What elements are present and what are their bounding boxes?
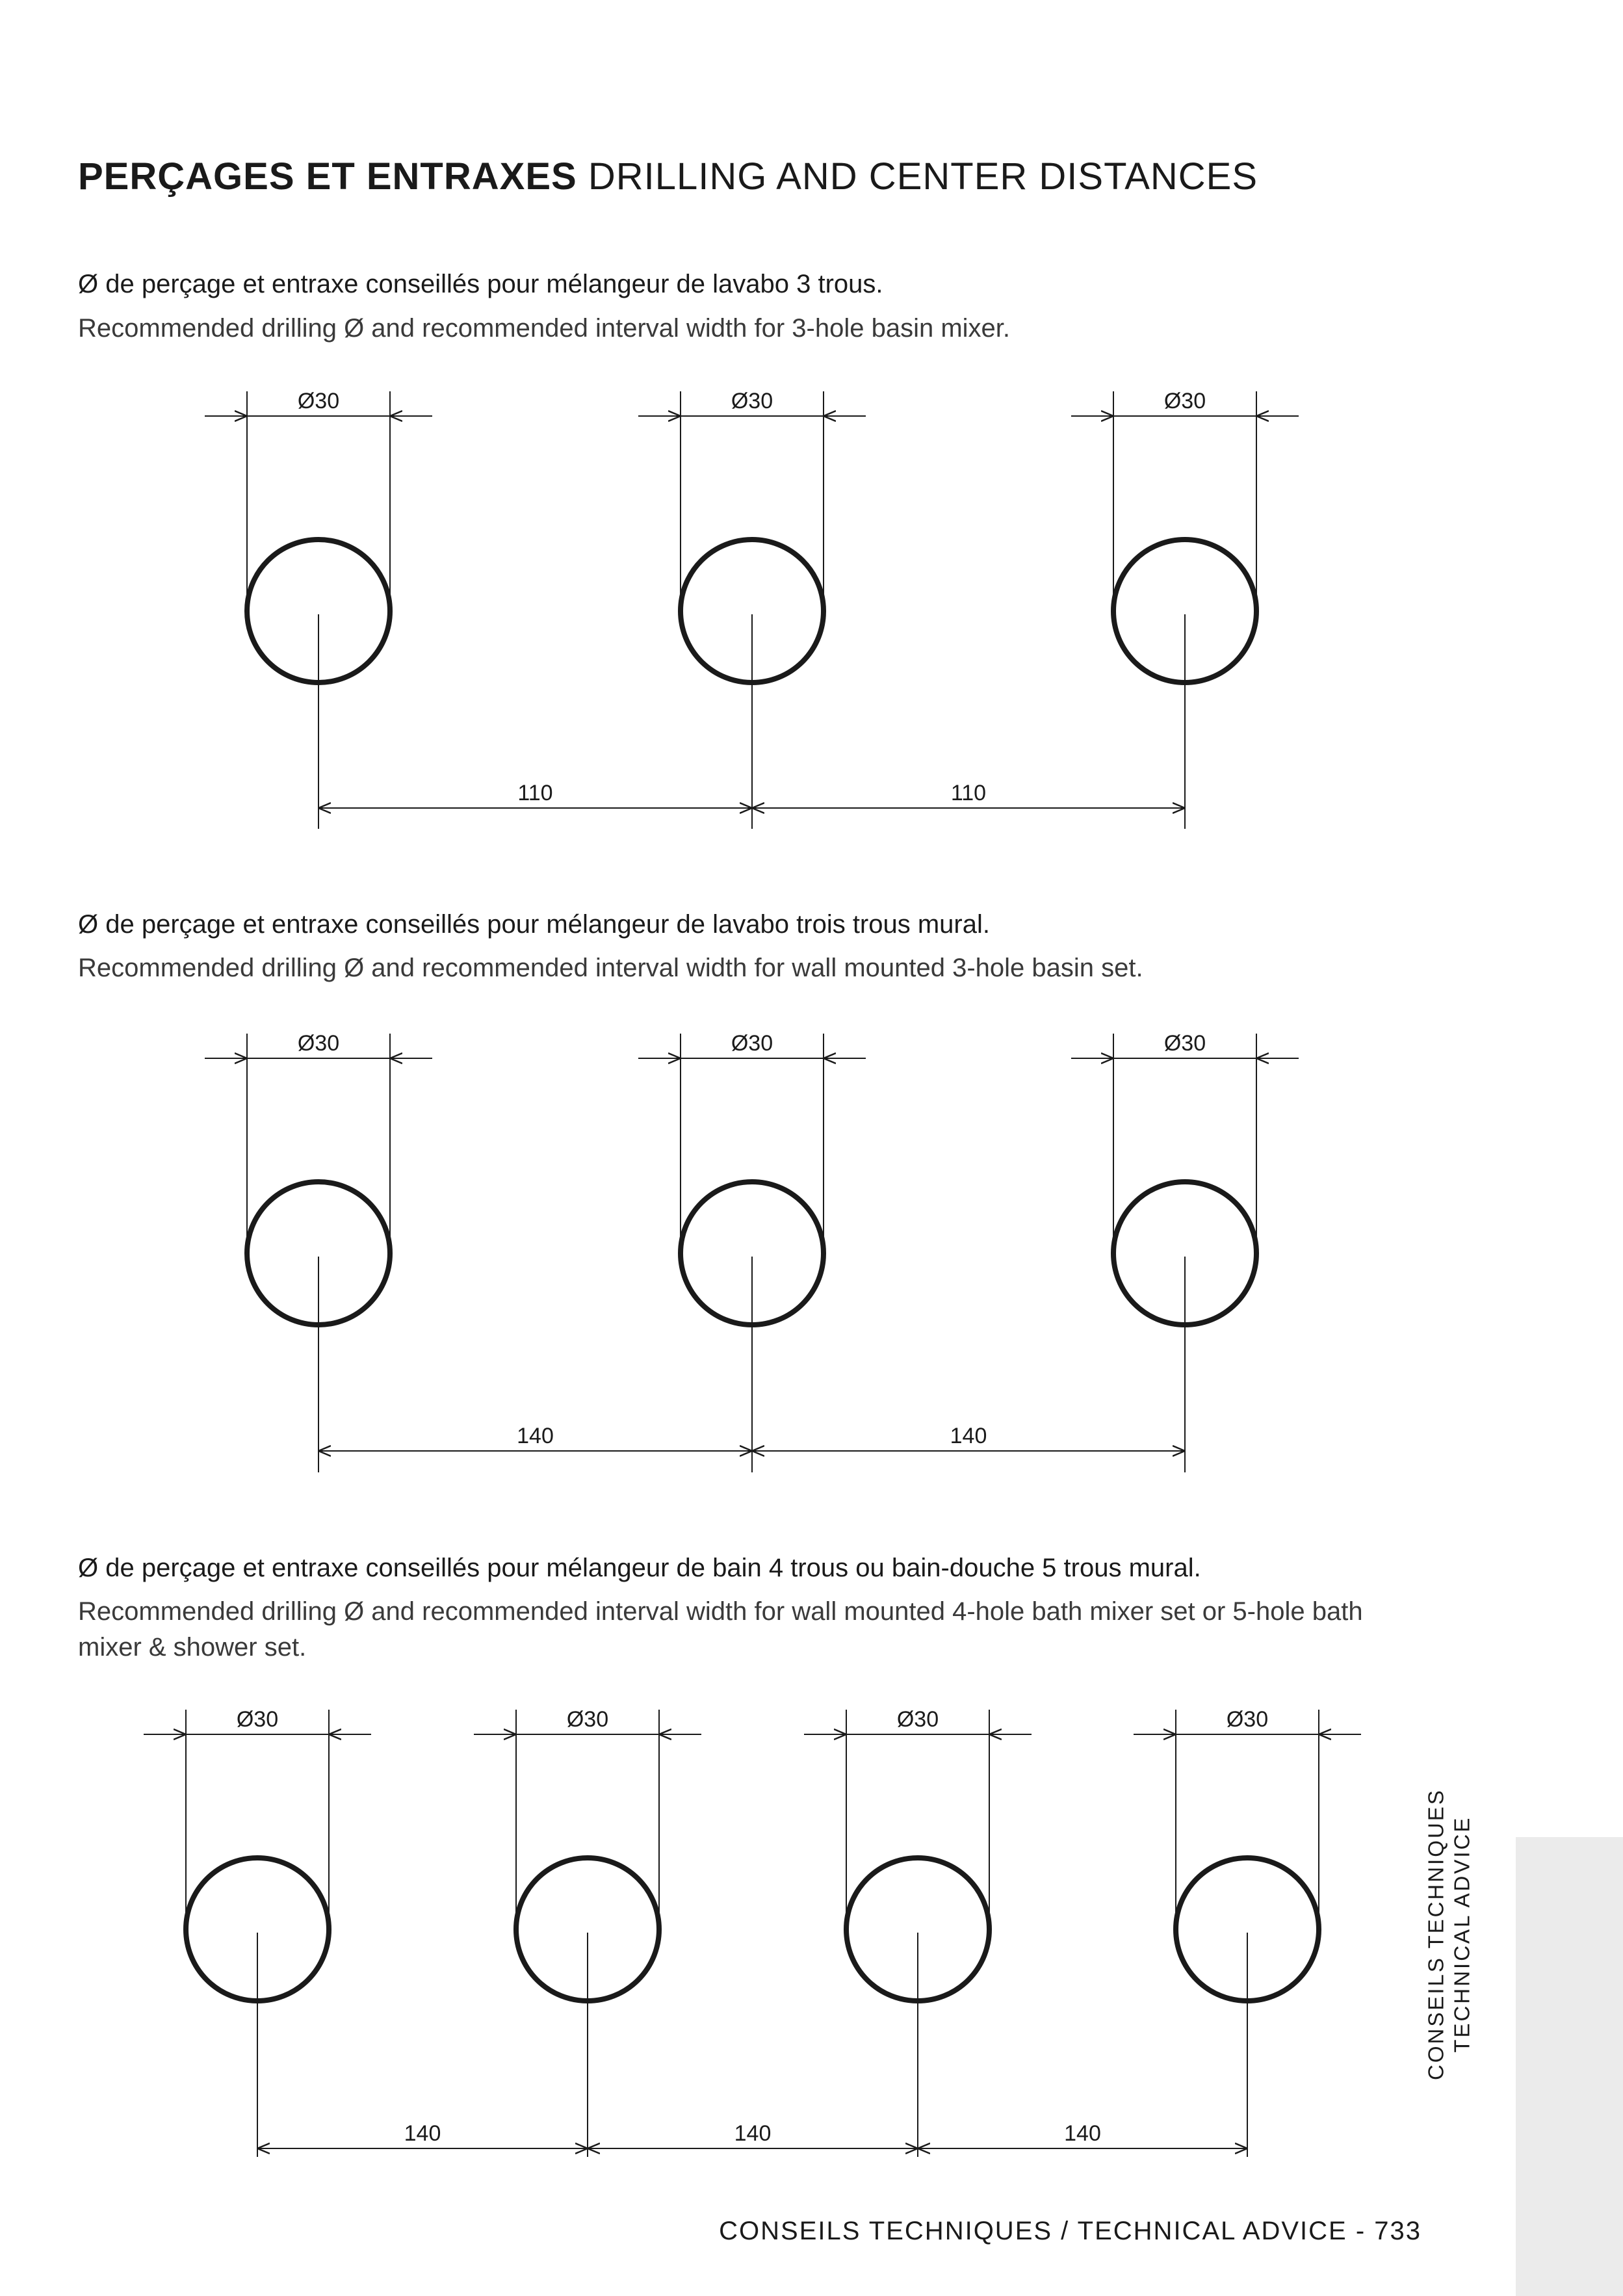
diameter-label: Ø30: [236, 1707, 279, 1732]
spacing-label: 140: [950, 1424, 987, 1448]
diameter-label: Ø30: [297, 389, 340, 413]
diameter-label: Ø30: [1163, 389, 1206, 413]
side-tab-line2: TECHNICAL ADVICE: [1449, 1816, 1474, 2053]
side-tab-line1: CONSEILS TECHNIQUES: [1423, 1788, 1448, 2080]
diameter-label: Ø30: [731, 1031, 773, 1056]
diameter-label: Ø30: [896, 1707, 939, 1732]
page-title-fr: PERÇAGES ET ENTRAXES: [78, 155, 577, 198]
diagram-3-hole-basin: [205, 389, 1299, 829]
section-2-en: Recommended drilling Ø and recommended interval width for wall mounted 3-hole basin set.: [78, 954, 1143, 982]
diagram-4-5-hole-bath: [144, 1707, 1361, 2157]
page-title-en: DRILLING AND CENTER DISTANCES: [588, 155, 1258, 198]
spacing-label: 110: [950, 781, 987, 805]
spacing-label: 110: [517, 781, 553, 805]
footer-page-label: CONSEILS TECHNIQUES / TECHNICAL ADVICE - 733: [719, 2217, 1422, 2245]
diameter-label: Ø30: [566, 1707, 609, 1732]
diagram-3-hole-wall: [205, 1031, 1299, 1472]
spacing-label: 140: [517, 1424, 554, 1448]
section-1-en: Recommended drilling Ø and recommended interval width for 3-hole basin mixer.: [78, 314, 1011, 343]
diameter-label: Ø30: [297, 1031, 340, 1056]
section-1-fr: Ø de perçage et entraxe conseillés pour mélangeur de lavabo 3 trous.: [78, 270, 883, 298]
spacing-label: 140: [734, 2121, 772, 2146]
diameter-label: Ø30: [1226, 1707, 1269, 1732]
diameter-label: Ø30: [1163, 1031, 1206, 1056]
section-2-fr: Ø de perçage et entraxe conseillés pour mélangeur de lavabo trois trous mural.: [78, 910, 990, 939]
side-tab: [1516, 1837, 1623, 2296]
diameter-label: Ø30: [731, 389, 773, 413]
spacing-label: 140: [404, 2121, 441, 2146]
side-tab-text: [1423, 1788, 1475, 2080]
spacing-label: 140: [1064, 2121, 1101, 2146]
section-3-fr: Ø de perçage et entraxe conseillés pour mélangeur de bain 4 trous ou bain-douche 5 trous mural.: [78, 1554, 1201, 1582]
section-3-en: Recommended drilling Ø and recommended interval width for wall mounted 4-hole bath mixer set or 5-hole bath mixer & shower set.: [78, 1597, 1363, 1662]
